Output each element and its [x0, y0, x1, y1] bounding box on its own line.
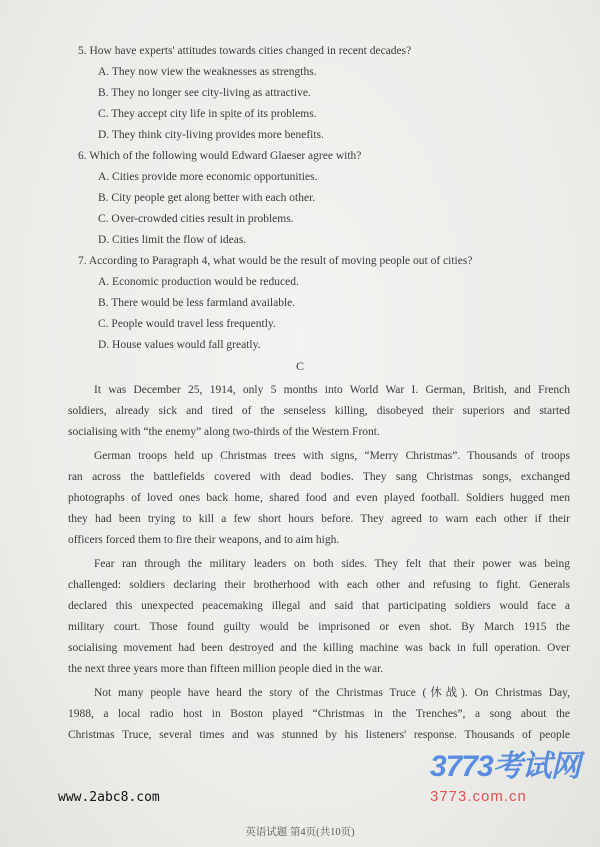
question-5-option-a: A. They now view the weaknesses as strengths.: [98, 66, 317, 78]
paragraph-3: [68, 554, 570, 680]
question-7-stem: 7. According to Paragraph 4, what would be the result of moving people out of cities?: [78, 255, 473, 267]
section-heading: C: [295, 359, 304, 373]
text-line: ran across the battlefields covered with dead bodies. They sang Christmas songs, exchanged: [68, 471, 570, 483]
text-line: It was December 25, 1914, only 5 months into World War I. German, British, and French: [94, 384, 570, 396]
question-7-option-a: A. Economic production would be reduced.: [98, 276, 299, 288]
text-line: the next three years more than fifteen million people died in the war.: [68, 663, 384, 675]
question-5-stem: 5. How have experts' attitudes towards cities changed in recent decades?: [78, 45, 412, 57]
question-7-option-b: B. There would be less farmland available.: [98, 297, 296, 309]
text-line: challenged: soldiers declaring their brotherhood with each other and refusing to fight. Generals: [68, 579, 570, 591]
question-5-option-d: D. They think city-living provides more benefits.: [98, 129, 324, 141]
text-line: German troops held up Christmas trees with signs, “Merry Christmas”. Thousands of troops: [94, 450, 570, 462]
text-line: soldiers, already sick and tired of the senseless killing, disobeyed their superiors and started: [68, 405, 570, 417]
paragraph-4: [68, 683, 570, 746]
text-line: declared this unexpected peacemaking illegal and said that participating soldiers would face a: [68, 600, 570, 612]
question-7-option-d: D. House values would fall greatly.: [98, 339, 261, 351]
question-7-option-c: C. People would travel less frequently.: [98, 318, 276, 330]
watermark-logo-url: 3773.com.cn: [430, 788, 527, 805]
paragraph-1: [68, 380, 570, 443]
page-footer: 英语试题 第4页(共10页): [245, 827, 355, 838]
question-6-option-a: A. Cities provide more economic opportunities.: [98, 171, 318, 183]
text-line: they had been trying to kill a few short hours before. They agreed to warn each other if their: [68, 513, 570, 525]
text-line: Not many people have heard the story of the Christmas Truce (休战). On Christmas Day,: [94, 687, 570, 699]
text-line: Fear ran through the military leaders on both sides. They felt that their power was being: [94, 558, 570, 570]
text-line: officers forced them to fire their weapons, and to aim high.: [68, 534, 340, 546]
question-6-option-d: D. Cities limit the flow of ideas.: [98, 234, 247, 246]
question-5-option-c: C. They accept city life in spite of its problems.: [98, 108, 317, 120]
question-6-option-c: C. Over-crowded cities result in problems.: [98, 213, 294, 225]
text-line: Christmas Truce, several times and was stunned by his listeners' response. Thousands of people: [68, 729, 570, 741]
text-line: photographs of loved ones back home, shared food and even played football. Soldiers hugged men: [68, 492, 570, 504]
watermark-url: www.2abc8.com: [58, 790, 160, 805]
text-line: 1988, a local radio host in Boston played “Christmas in the Trenches”, a song about the: [68, 708, 570, 720]
text-line: military court. Those found guilty would be imprisoned or even shot. By March 1915 the: [68, 621, 570, 633]
paragraph-2: [68, 446, 570, 551]
question-6-option-b: B. City people get along better with each other.: [98, 192, 316, 204]
question-5-option-b: B. They no longer see city-living as attractive.: [98, 87, 311, 99]
text-line: socialising with “the enemy” along two-thirds of the Western Front.: [68, 426, 380, 438]
text-line: socialising movement had been destroyed and the killing machine was back in full operation. Over: [68, 642, 570, 654]
question-6-stem: 6. Which of the following would Edward Glaeser agree with?: [78, 150, 362, 162]
watermark-logo: 3773考试网: [430, 750, 580, 783]
